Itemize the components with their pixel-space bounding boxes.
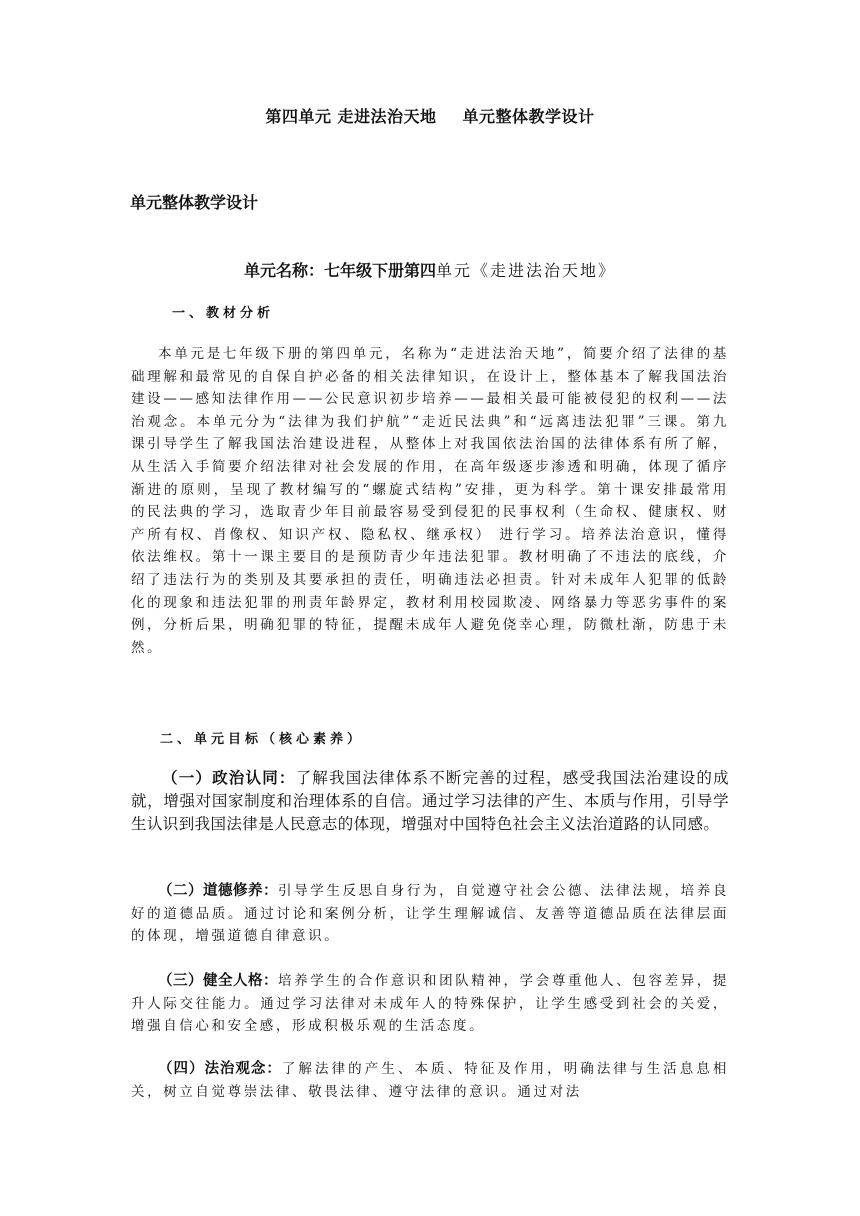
goal-label: （一）政治认同：	[162, 769, 296, 787]
goal-label: （三）健全人格：	[158, 973, 279, 989]
goal-text: 了解法律的产生、本质、特征及作用，明确法律与生活息息相关，树立自觉尊崇法律、敬畏法律、遵守法律的意识。通过对法	[131, 1061, 730, 1100]
analysis-paragraph: 本单元是七年级下册的第四单元，名称为“走进法治天地”，简要介绍了法律的基础理解和最常见的自保自护必备的相关法律知识，在设计上，整体基本了解我国法治建设——感知法律作用——公民意识初步培养——最相关最可能被侵犯的权利——法治观念。本单元分为“法律为我们护航”“走近民法典”和“远离违法犯罪”三课。第九课引导学生了解我国法治建设进程，从整体上对我国依法治国的法律体系有所了解，从生活入手简要介绍法律对社会发展的作用，在高年级逐步渗透和明确，体现了循序渐进的原则，呈现了教材编写的“螺旋式结构”安排，更为科学。第十课安排最常用的民法典的学习，选取青少年目前最容易受到侵犯的民事权利（生命权、健康权、财产所有权、肖像权、知识产权、隐私权、继承权） 进行学习。培养法治意识，懂得依法维权。第十一课主要目的是预防青少年违法犯罪。教材明确了不违法的底线，介绍了违法行为的类别及其要承担的责任，明确违法必担责。针对未成年人犯罪的低龄化的现象和违法犯罪的刑责年龄界定，教材利用校园欺凌、网络暴力等恶劣事件的案例，分析后果，明确犯罪的特征，提醒未成年人避免侥幸心理，防微杜渐，防患于未然。	[131, 346, 729, 656]
goal-label: （四）法治观念：	[158, 1061, 282, 1077]
goal-text: 培养学生的合作意识和团队精神，学会尊重他人、包容差异，提升人际交往能力。通过学习法律对未成年人的特殊保护，让学生感受到社会的关爱，增强自信心和安全感，形成积极乐观的生活态度。	[131, 973, 729, 1035]
document-title	[0, 104, 860, 127]
goal-item-rule-of-law	[131, 1058, 729, 1103]
goal-item-moral-cultivation	[131, 880, 729, 948]
document-title-right: 单元整体教学设计	[462, 107, 595, 126]
goal-item-sound-personality	[131, 970, 729, 1038]
document-title-left: 第四单元 走进法治天地	[265, 107, 437, 126]
unit-name-value: 单元《走进法治天地》	[436, 261, 617, 280]
goal-item-political-identity	[131, 767, 729, 836]
section-heading: 单元整体教学设计	[130, 193, 259, 212]
goal-text: 了解我国法律体系不断完善的过程，感受我国法治建设的成就，增强对国家制度和治理体系的自信。通过学习法律的产生、本质与作用，引导学生认识到我国法律是人民意志的体现，增强对中国特色社会主义法治道路的认同感。	[131, 769, 730, 833]
unit-name	[0, 258, 860, 281]
goal-text: 引导学生反思自身行为，自觉遵守社会公德、法律法规，培养良好的道德品质。通过讨论和案例分析，让学生理解诚信、友善等道德品质在法律层面的体现，增强道德自律意识。	[131, 883, 729, 945]
analysis-heading: 一、教材分析	[172, 306, 275, 321]
unit-name-label: 单元名称：七年级下册第四	[243, 261, 436, 280]
goals-heading: 二、单元目标（核心素养）	[160, 732, 365, 747]
goal-label: （二）道德修养：	[158, 883, 279, 899]
